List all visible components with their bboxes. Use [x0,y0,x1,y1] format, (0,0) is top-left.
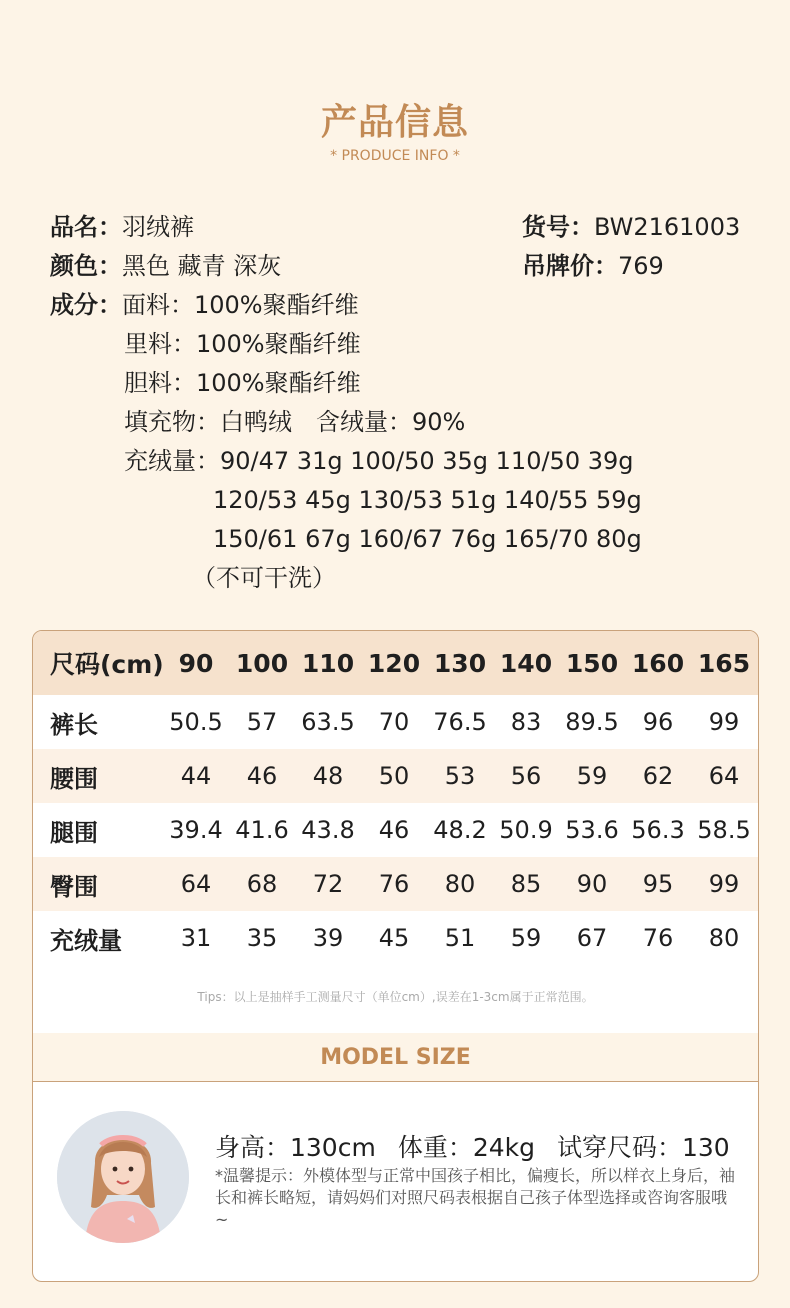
table-cell: 46 [246,762,278,790]
table-cell: 68 [246,870,278,898]
row-label: 裤长 [50,710,98,739]
table-cell: 31 [180,924,212,952]
table-cell: 41.6 [235,816,289,844]
table-cell: 58.5 [697,816,751,844]
table-cell: 64 [180,870,212,898]
page-title: 产品信息 [320,102,469,143]
color-label: 颜色： [50,252,122,280]
size-header-cell: 90 [178,648,214,678]
filling-text: 填充物：白鸭绒 [124,408,292,436]
size-chart-card [32,630,759,1282]
price-value: 769 [618,252,664,280]
name-label: 品名： [50,213,122,241]
table-cell: 76 [378,870,410,898]
table-cell: 45 [378,924,410,952]
lining-text: 里料：100%聚酯纤维 [124,330,361,358]
table-cell: 50.5 [169,708,223,736]
table-cell: 48.2 [433,816,487,844]
table-cell: 39.4 [169,816,223,844]
size-header-cell: 165 [697,648,751,678]
table-cell: 56 [510,762,542,790]
table-cell: 70 [378,708,410,736]
table-cell: 96 [642,708,674,736]
size-tips: Tips：以上是抽样手工测量尺寸（单位cm）,误差在1-3cm属于正常范围。 [197,990,594,1004]
table-cell: 83 [510,708,542,736]
size-header-cell: 140 [499,648,553,678]
page-subtitle: * PRODUCE INFO * [330,148,460,164]
fabric-text: 面料：100%聚酯纤维 [122,291,359,319]
table-cell: 67 [576,924,608,952]
table-cell: 35 [246,924,278,952]
table-cell: 76.5 [433,708,487,736]
composition-label: 成分： [50,291,122,319]
table-cell: 62 [642,762,674,790]
model-size-title: MODEL SIZE [33,1033,758,1081]
table-cell: 56.3 [631,816,685,844]
sku-label: 货号： [522,213,594,241]
table-cell: 39 [312,924,344,952]
size-header-cell: 130 [433,648,487,678]
table-cell: 46 [378,816,410,844]
table-cell: 50 [378,762,410,790]
table-cell: 64 [708,762,740,790]
row-label: 腿围 [50,818,98,847]
model-weight: 体重：24kg [397,1133,535,1162]
model-note: *温馨提示：外模体型与正常中国孩子相比，偏瘦长，所以样衣上身后，袖长和裤长略短，请妈妈们对照尺码表根据自己孩子体型选择或咨询客服哦~ [215,1166,736,1229]
size-header-cell: 160 [631,648,685,678]
table-row [33,857,758,911]
model-photo-icon [57,1111,189,1243]
size-header-cell: 120 [367,648,421,678]
model-avatar [57,1111,189,1243]
table-cell: 90 [576,870,608,898]
table-cell: 85 [510,870,542,898]
size-header-cell: 150 [565,648,619,678]
fill-line-3: 150/61 67g 160/67 76g 165/70 80g [213,525,642,553]
table-row [33,803,758,857]
care-text: （不可干洗） [192,564,336,592]
color-value: 黑色 藏青 深灰 [122,252,282,280]
table-cell: 53 [444,762,476,790]
table-cell: 59 [576,762,608,790]
model-measurements [215,1128,730,1164]
row-label: 腰围 [50,764,98,793]
table-cell: 89.5 [565,708,619,736]
size-header-cell: 110 [301,648,355,678]
table-cell: 63.5 [301,708,355,736]
size-table-header [33,631,758,695]
model-height: 身高：130cm [215,1133,376,1162]
name-value: 羽绒裤 [122,213,194,241]
down-content-text: 含绒量：90% [316,408,466,436]
size-header-cell: 100 [235,648,289,678]
size-header-label: 尺码(cm) [50,650,164,679]
fill-line-2: 120/53 45g 130/53 51g 140/55 59g [213,486,642,514]
table-cell: 99 [708,870,740,898]
inner-text: 胆料：100%聚酯纤维 [124,369,361,397]
table-cell: 57 [246,708,278,736]
table-cell: 59 [510,924,542,952]
table-row [33,911,758,965]
table-cell: 72 [312,870,344,898]
table-cell: 48 [312,762,344,790]
price-label: 吊牌价： [522,252,618,280]
row-label: 充绒量 [50,926,122,955]
table-row [33,695,758,749]
product-info-right [522,212,762,282]
table-cell: 99 [708,708,740,736]
table-cell: 95 [642,870,674,898]
fill-line-1: 90/47 31g 100/50 35g 110/50 39g [220,447,634,475]
table-cell: 44 [180,762,212,790]
divider-bottom [33,1081,758,1082]
table-cell: 53.6 [565,816,619,844]
model-try-size: 试穿尺码：130 [557,1133,730,1162]
fill-amount-label: 充绒量： [124,447,220,475]
table-cell: 80 [444,870,476,898]
sku-value: BW2161003 [594,213,741,241]
table-row [33,749,758,803]
table-cell: 51 [444,924,476,952]
table-cell: 43.8 [301,816,355,844]
row-label: 臀围 [50,872,98,901]
table-cell: 50.9 [499,816,553,844]
table-cell: 76 [642,924,674,952]
table-cell: 80 [708,924,740,952]
